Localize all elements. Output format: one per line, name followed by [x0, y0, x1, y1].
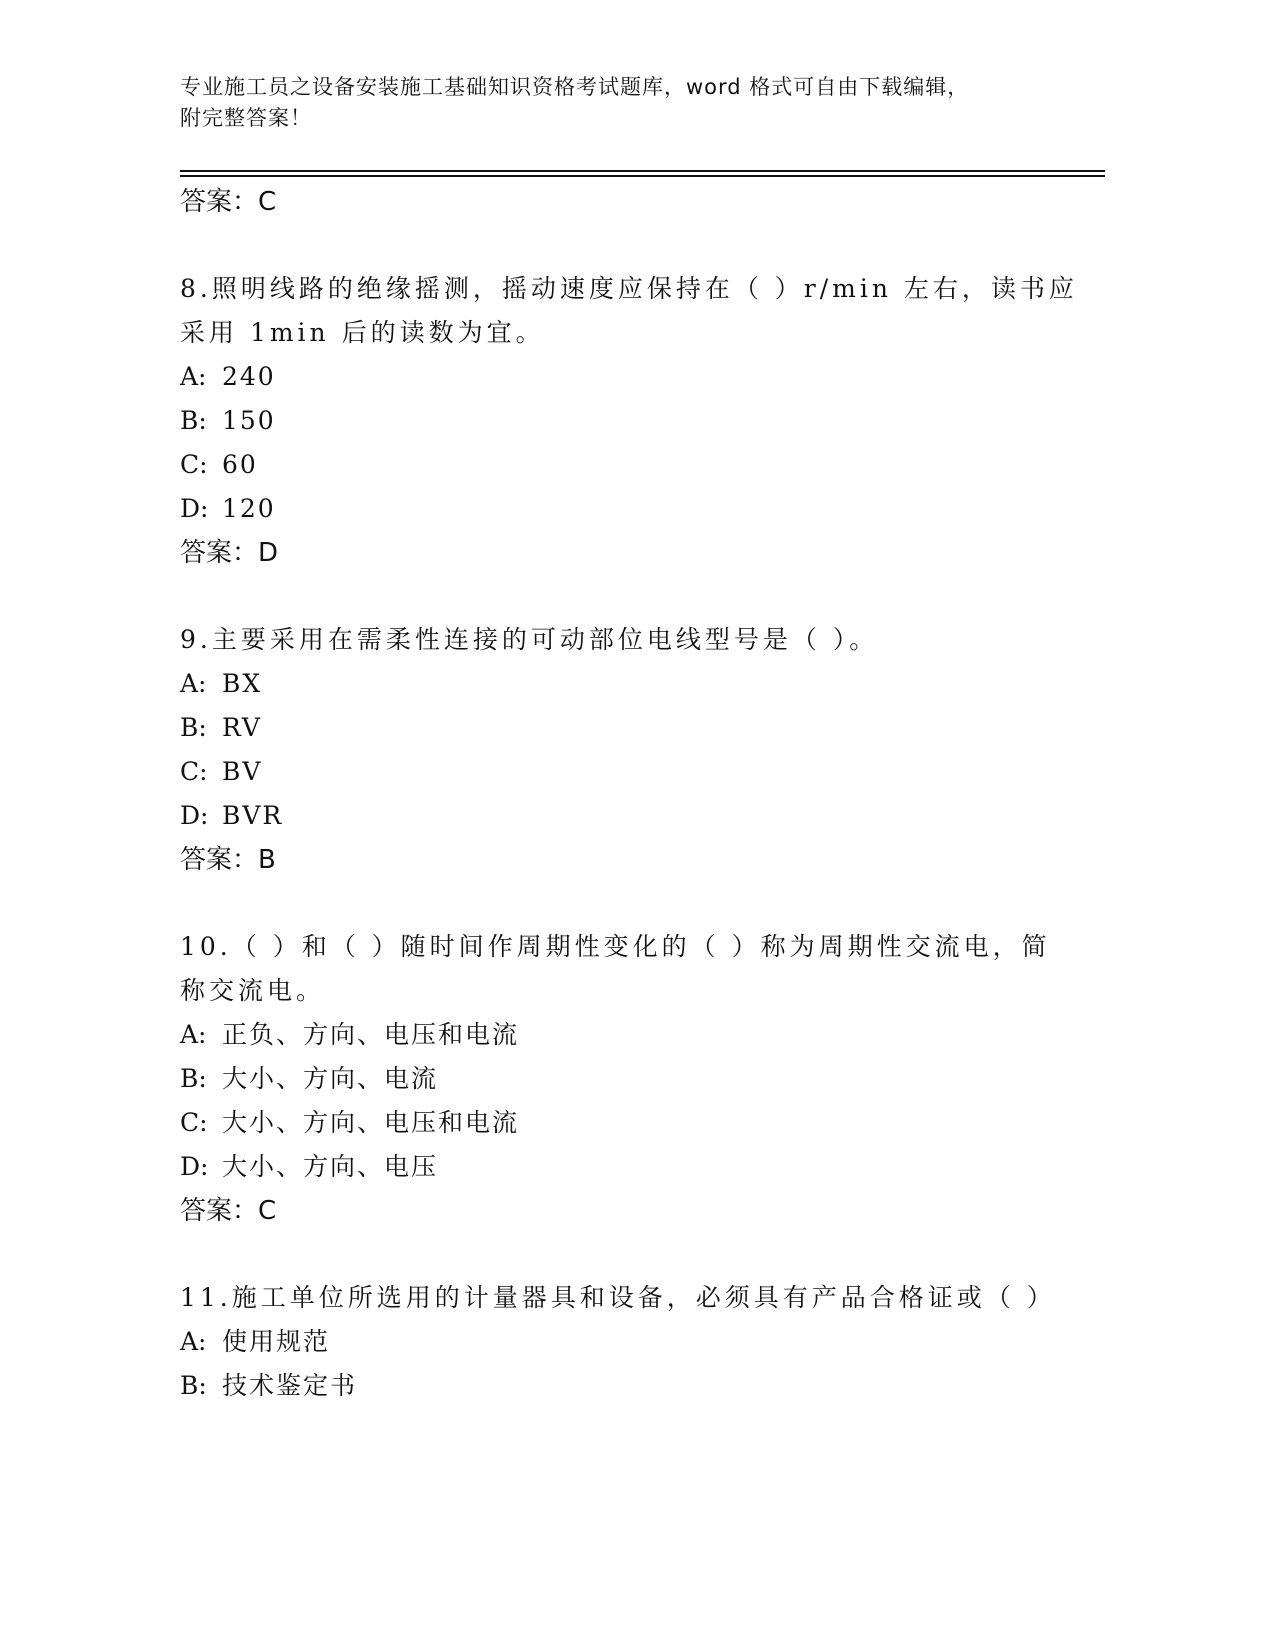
- option-value: 正负、方向、电压和电流: [222, 1020, 520, 1049]
- header-line-1: 专业施工员之设备安装施工基础知识资格考试题库，word 格式可自由下载编辑，: [180, 75, 970, 99]
- question-text: [180, 1276, 1080, 1320]
- option-key: D:: [180, 801, 209, 830]
- option-d: [180, 487, 1080, 531]
- option-key: D:: [180, 494, 209, 523]
- option-value: 150: [222, 406, 276, 435]
- option-key: C:: [180, 1108, 208, 1137]
- option-key: B:: [180, 713, 207, 742]
- question-10: [180, 925, 1080, 1233]
- question-8: [180, 267, 1080, 575]
- document-header: [180, 72, 1030, 134]
- option-value: 60: [222, 450, 258, 479]
- option-value: 技术鉴定书: [222, 1371, 358, 1400]
- header-line-2: 附完整答案！: [180, 106, 312, 130]
- option-value: BV: [222, 757, 263, 786]
- option-b: [180, 706, 1080, 750]
- question-text: [180, 925, 1080, 1013]
- answer: 答案：C: [180, 1196, 277, 1226]
- option-b: [180, 1057, 1080, 1101]
- option-value: 大小、方向、电压和电流: [222, 1108, 520, 1137]
- option-c: [180, 750, 1080, 794]
- answer: 答案：B: [180, 845, 276, 875]
- option-value: BVR: [222, 801, 284, 830]
- question-text-line: 采用 1min 后的读数为宜。: [180, 318, 545, 347]
- header-rule-top: [180, 170, 1105, 172]
- question-text: [180, 618, 1080, 662]
- option-key: A:: [180, 362, 207, 391]
- option-key: B:: [180, 1371, 207, 1400]
- option-key: C:: [180, 757, 208, 786]
- option-value: 大小、方向、电压: [222, 1152, 439, 1181]
- question-text-line: 11.施工单位所选用的计量器具和设备，必须具有产品合格证或（ ）: [180, 1283, 1056, 1312]
- question-text-line: 10.（ ）和（ ）随时间作周期性变化的（ ）称为周期性交流电，简: [180, 932, 1051, 961]
- option-value: 使用规范: [222, 1327, 331, 1356]
- option-key: B:: [180, 406, 207, 435]
- option-key: C:: [180, 450, 208, 479]
- option-d: [180, 794, 1080, 838]
- question-text-line: 8.照明线路的绝缘摇测，摇动速度应保持在（ ）r/min 左右，读书应: [180, 274, 1078, 303]
- option-key: D:: [180, 1152, 209, 1181]
- option-value: 大小、方向、电流: [222, 1064, 439, 1093]
- option-a: [180, 355, 1080, 399]
- question-text-line: 称交流电。: [180, 976, 326, 1005]
- option-b: [180, 1364, 1080, 1408]
- option-key: B:: [180, 1064, 207, 1093]
- option-a: [180, 1320, 1080, 1364]
- option-value: 240: [222, 362, 276, 391]
- option-c: [180, 443, 1080, 487]
- question-text-line: 9.主要采用在需柔性连接的可动部位电线型号是（ ）。: [180, 625, 879, 654]
- option-b: [180, 399, 1080, 443]
- option-key: A:: [180, 669, 207, 698]
- question-text: [180, 267, 1080, 355]
- header-rule-bottom: [180, 175, 1105, 177]
- question-9: [180, 618, 1080, 882]
- option-c: [180, 1101, 1080, 1145]
- option-value: BX: [222, 669, 263, 698]
- option-value: 120: [222, 494, 276, 523]
- option-d: [180, 1145, 1080, 1189]
- answer: 答案：D: [180, 538, 279, 568]
- option-key: A:: [180, 1020, 207, 1049]
- question-11: [180, 1276, 1080, 1408]
- option-value: RV: [222, 713, 262, 742]
- option-a: [180, 1013, 1080, 1057]
- previous-answer: 答案：C: [180, 187, 277, 217]
- option-a: [180, 662, 1080, 706]
- option-key: A:: [180, 1327, 207, 1356]
- question-list: [180, 180, 1080, 1408]
